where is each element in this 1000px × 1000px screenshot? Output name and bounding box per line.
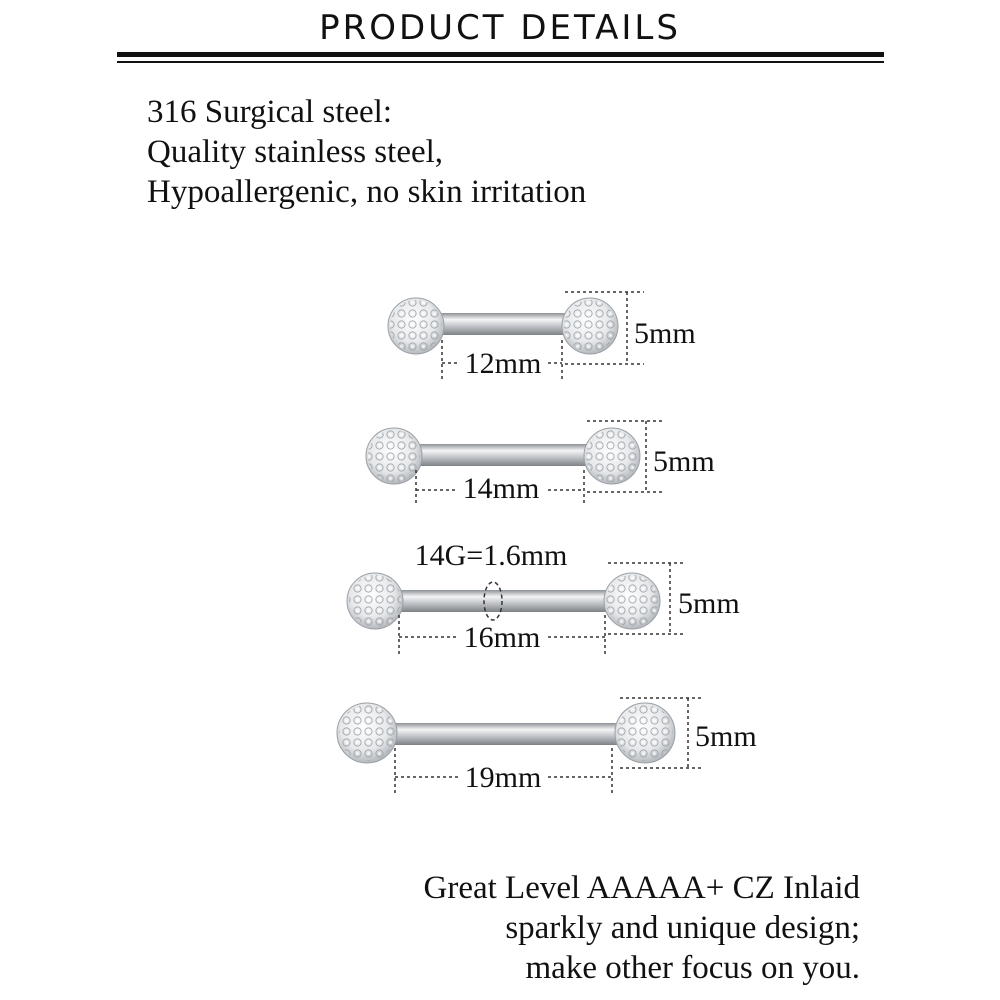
ball-size-label: 5mm — [678, 587, 740, 620]
intro-line: Hypoallergenic, no skin irritation — [147, 174, 587, 210]
intro-line: 316 Surgical steel: — [147, 94, 393, 130]
crystal-ball-right — [562, 298, 618, 354]
intro-line: Quality stainless steel, — [147, 134, 444, 170]
crystal-ball-left — [337, 703, 397, 763]
barbell-12mm — [388, 292, 696, 380]
quality-description — [424, 868, 861, 988]
outro-line: make other focus on you. — [525, 950, 860, 986]
ball-size-label: 5mm — [634, 317, 696, 350]
barbell-bar — [440, 313, 566, 335]
outro-line: sparkly and unique design; — [505, 910, 860, 946]
length-label: 16mm — [463, 621, 541, 654]
barbell-19mm — [337, 698, 757, 795]
ball-size-label: 5mm — [695, 720, 757, 753]
crystal-ball-right — [615, 703, 675, 763]
length-label: 19mm — [464, 761, 542, 794]
barbell-14mm — [366, 421, 715, 505]
outro-line: Great Level AAAAA+ CZ Inlaid — [423, 870, 860, 906]
crystal-ball-left — [366, 428, 422, 484]
crystal-ball-right — [584, 428, 640, 484]
crystal-ball-left — [388, 298, 444, 354]
barbell-bar — [396, 590, 612, 612]
page-title: PRODUCT DETAILS — [319, 8, 681, 48]
crystal-ball-right — [604, 573, 660, 629]
length-label: 12mm — [464, 347, 542, 380]
barbell-bar — [414, 444, 590, 466]
barbell-bar — [393, 723, 619, 745]
ball-size-label: 5mm — [653, 445, 715, 478]
barbell-16mm — [347, 539, 740, 655]
length-label: 14mm — [462, 472, 540, 505]
crystal-ball-left — [347, 573, 403, 629]
gauge-label: 14G=1.6mm — [414, 539, 568, 572]
